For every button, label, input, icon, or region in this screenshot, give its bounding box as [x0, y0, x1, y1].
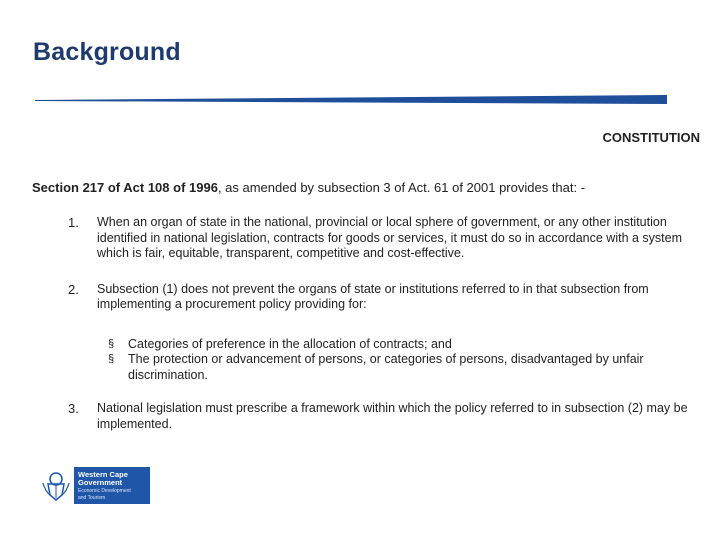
square-bullet-icon: § — [108, 337, 115, 350]
item-number: 2. — [68, 281, 79, 297]
sub-list-item — [97, 352, 698, 383]
item-text: Subsection (1) does not prevent the organs of state or institutions referred to in that subsection from implementing a procurement policy providing for: — [97, 281, 649, 311]
item-text: When an organ of state in the national, provincial or local sphere of government, or any other institution identified in national legislation, contracts for goods or services, it must do so in accordance with a system which is fair, equitable, transparent, competitive and cost-effective. — [97, 215, 683, 260]
western-cape-government-logo — [38, 467, 150, 504]
item-number: 1. — [68, 215, 79, 230]
sub-list-item — [97, 337, 698, 353]
intro-paragraph — [32, 180, 702, 196]
section-heading: CONSTITUTION — [602, 130, 700, 145]
sub-list — [97, 337, 698, 384]
list-item — [68, 282, 698, 384]
logo-name-line-1: Western Cape — [78, 469, 128, 479]
list-item — [68, 215, 698, 262]
logo-text-box — [74, 467, 150, 504]
square-bullet-icon: § — [108, 353, 115, 365]
sub-item-text: Categories of preference in the allocation of contracts; and — [128, 336, 452, 351]
coat-of-arms-icon — [38, 467, 74, 504]
intro-act-reference: Section 217 of Act 108 of 1996 — [32, 180, 218, 195]
logo-name-line-2: Government — [78, 477, 123, 487]
item-text: National legislation must prescribe a framework within which the policy referred to in subsection (2) may be implemented. — [97, 401, 688, 431]
sub-item-text: The protection or advancement of persons, or categories of persons, disadvantaged by unfair discrimination. — [128, 352, 644, 382]
list-item — [68, 401, 698, 432]
title-underline — [35, 94, 667, 104]
provisions-list — [68, 215, 698, 432]
intro-text: , as amended by subsection 3 of Act. 61 of 2001 provides that: - — [217, 180, 586, 195]
slide-title: Background — [33, 38, 181, 66]
item-number: 3. — [68, 401, 79, 416]
logo-department-line-2: and Tourism — [78, 494, 106, 501]
logo-department-line-1: Economic Development — [78, 487, 131, 494]
